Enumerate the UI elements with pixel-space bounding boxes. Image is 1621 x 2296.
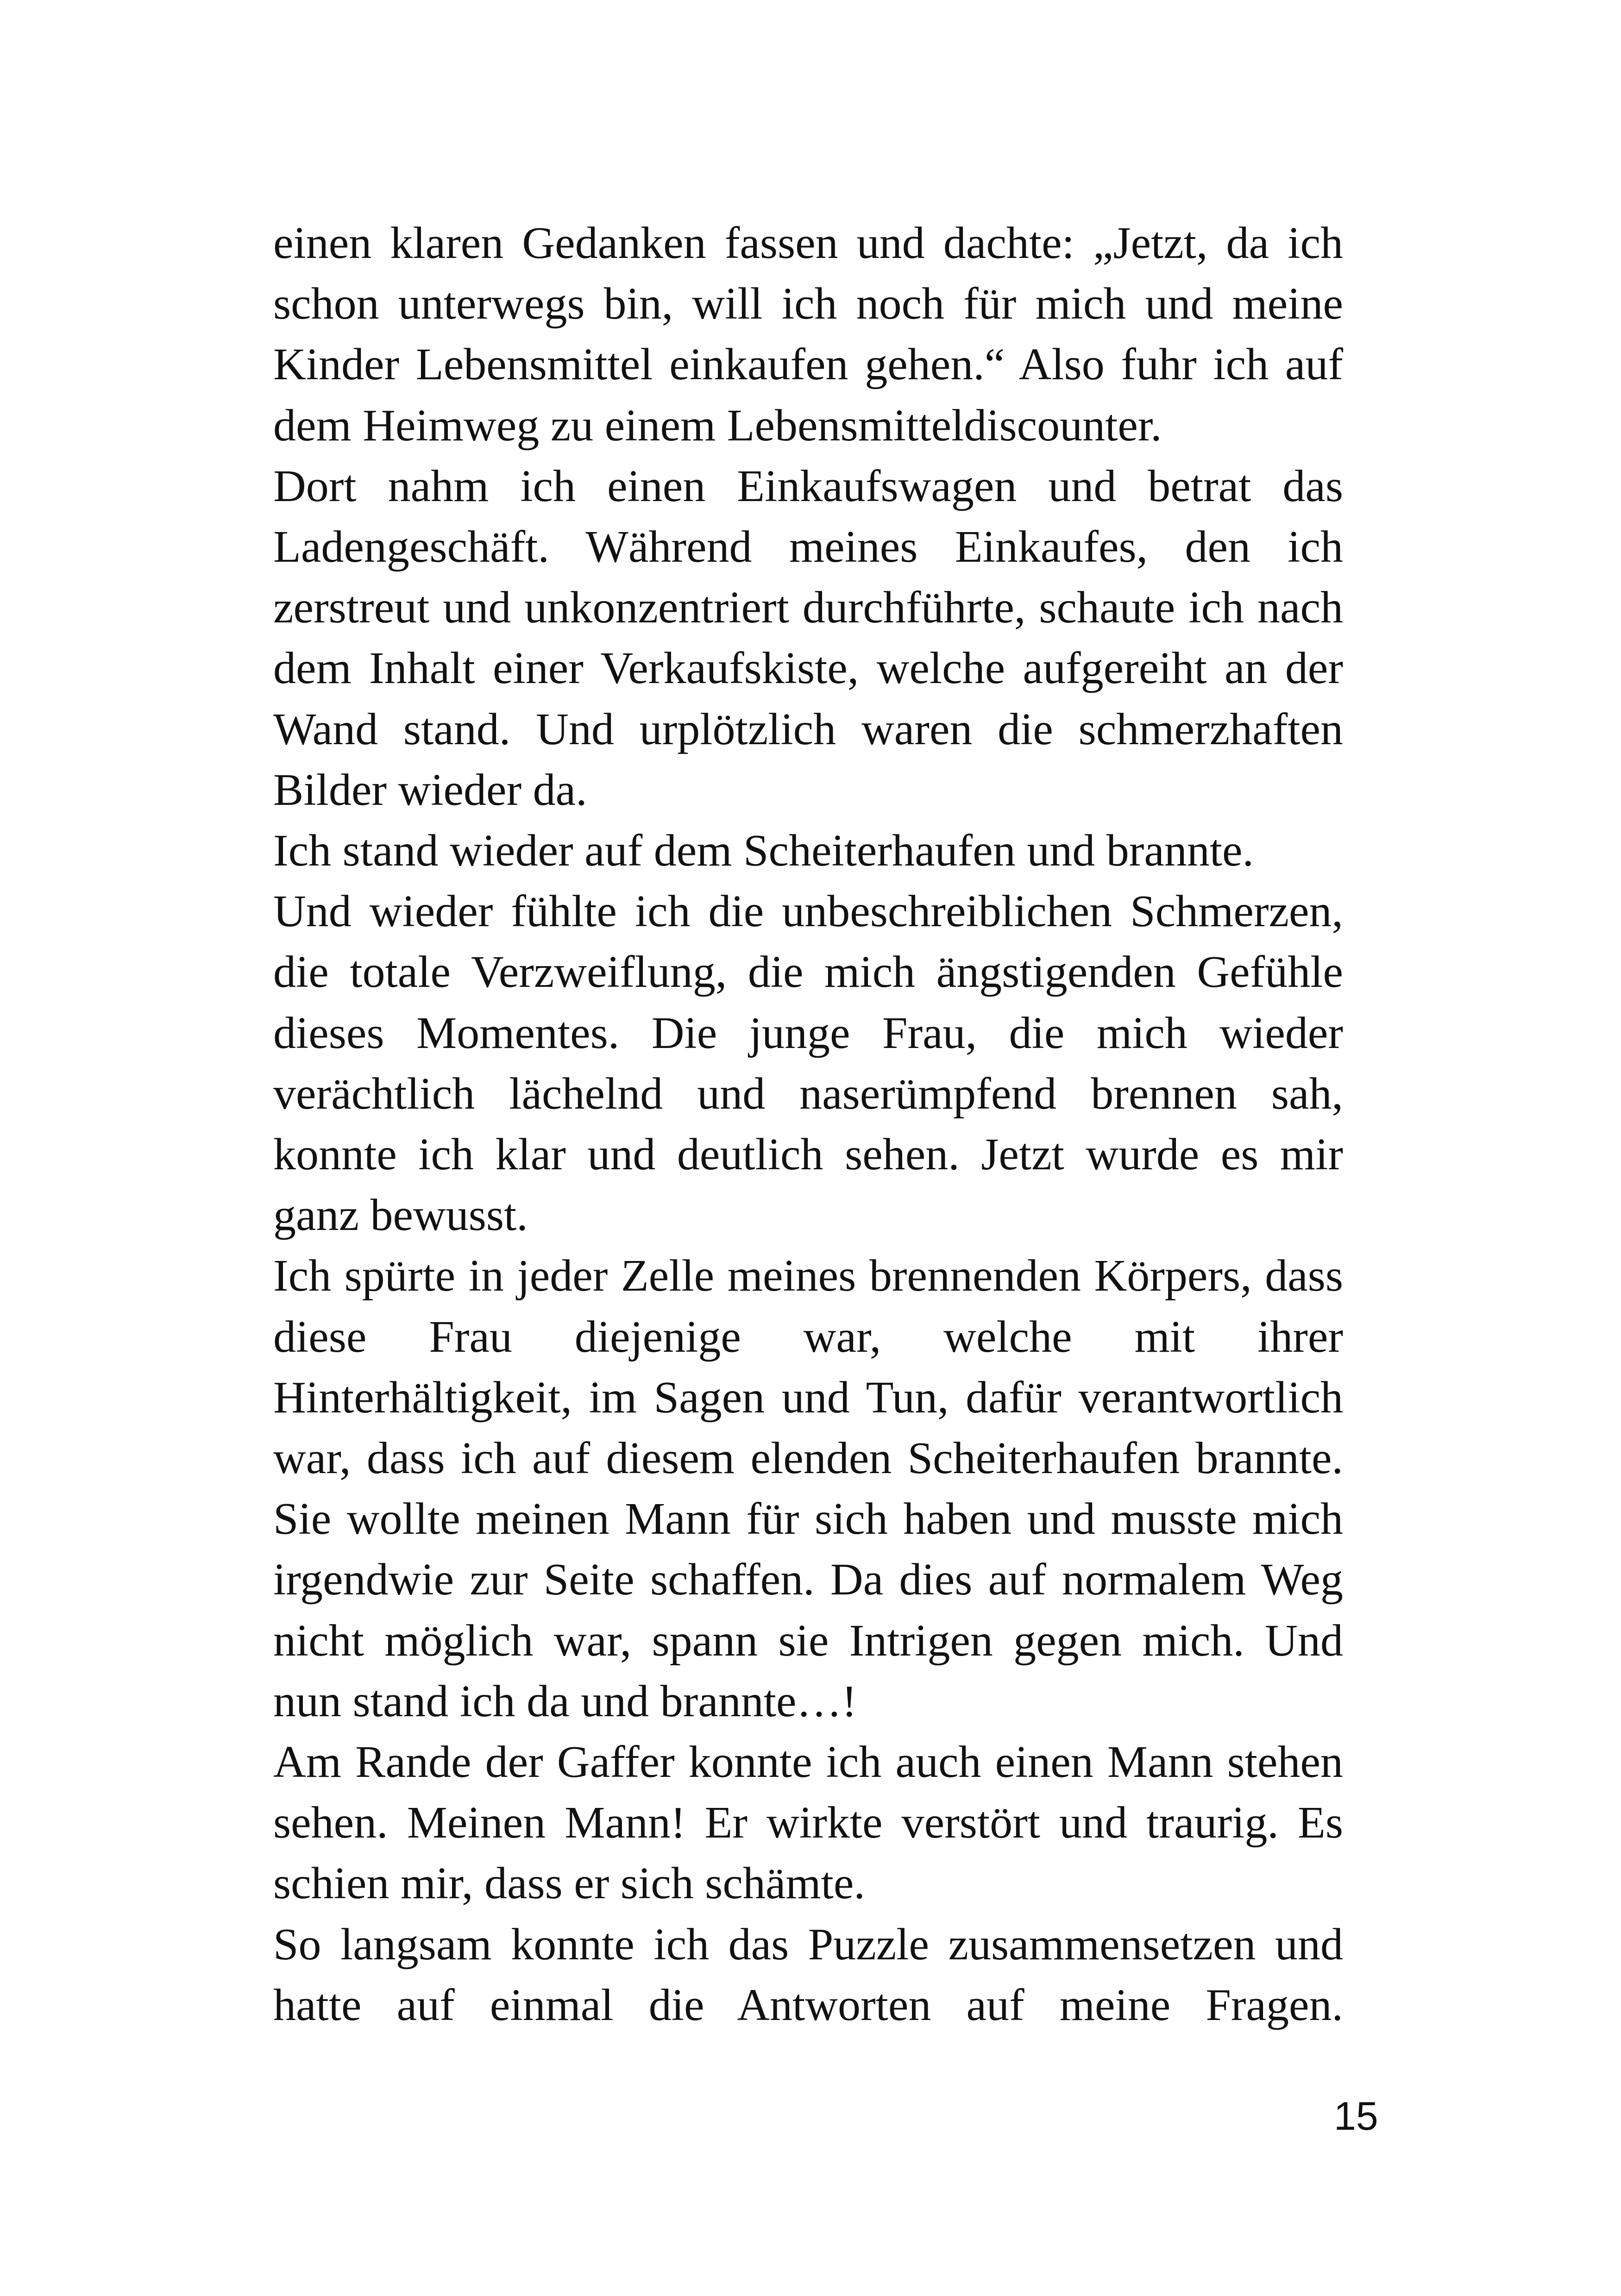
paragraph-7: So langsam konnte ich das Puzzle zusammensetzen und hatte auf einmal die Antworten auf meine Fragen.: [273, 1919, 1343, 2030]
paragraph-6: Am Rande der Gaffer konnte ich auch einen Mann stehen sehen. Meinen Mann! Er wirkte verstört und traurig. Es schien mir, dass er sich schämte.: [273, 1737, 1343, 1909]
page-number: 15: [1334, 2094, 1378, 2139]
paragraph-3: Ich stand wieder auf dem Scheiterhaufen und brannte.: [273, 826, 1254, 876]
paragraph-1: einen klaren Gedanken fassen und dachte: „Jetzt, da ich schon unterwegs bin, will ich noch für mich und meine Kinder Lebensmittel einkaufen gehen.“ Also fuhr ich auf dem Heimweg zu einem Lebensmitteldiscounter.: [273, 218, 1343, 451]
body-text: [273, 213, 1343, 2036]
paragraph-5: Ich spürte in jeder Zelle meines brennenden Körpers, dass diese Frau diejenige war, welche mit ihrer Hinterhältigkeit, im Sagen und Tun, dafür verantwortlich war, dass ich auf diesem elenden Scheiterhaufen brannte. Sie wollte meinen Mann für sich haben und musste mich irgendwie zur Seite schaffen. Da dies auf normalem Weg nicht möglich war, spann sie Intrigen gegen mich. Und nun stand ich da und brannte…!: [273, 1251, 1343, 1726]
paragraph-4: Und wieder fühlte ich die unbeschreiblichen Schmerzen, die totale Verzweiflung, die mich ängstigenden Gefühle dieses Momentes. Die junge Frau, die mich wieder verächtlich lächelnd und naserümpfend brennen sah, konnte ich klar und deutlich sehen. Jetzt wurde es mir ganz bewusst.: [273, 886, 1343, 1241]
paragraph-2: Dort nahm ich einen Einkaufswagen und betrat das Ladengeschäft. Während meines Einkaufes, den ich zerstreut und unkonzentriert durchführte, schaute ich nach dem Inhalt einer Verkaufskiste, welche aufgereiht an der Wand stand. Und urplötzlich waren die schmerzhaften Bilder wieder da.: [273, 461, 1343, 815]
